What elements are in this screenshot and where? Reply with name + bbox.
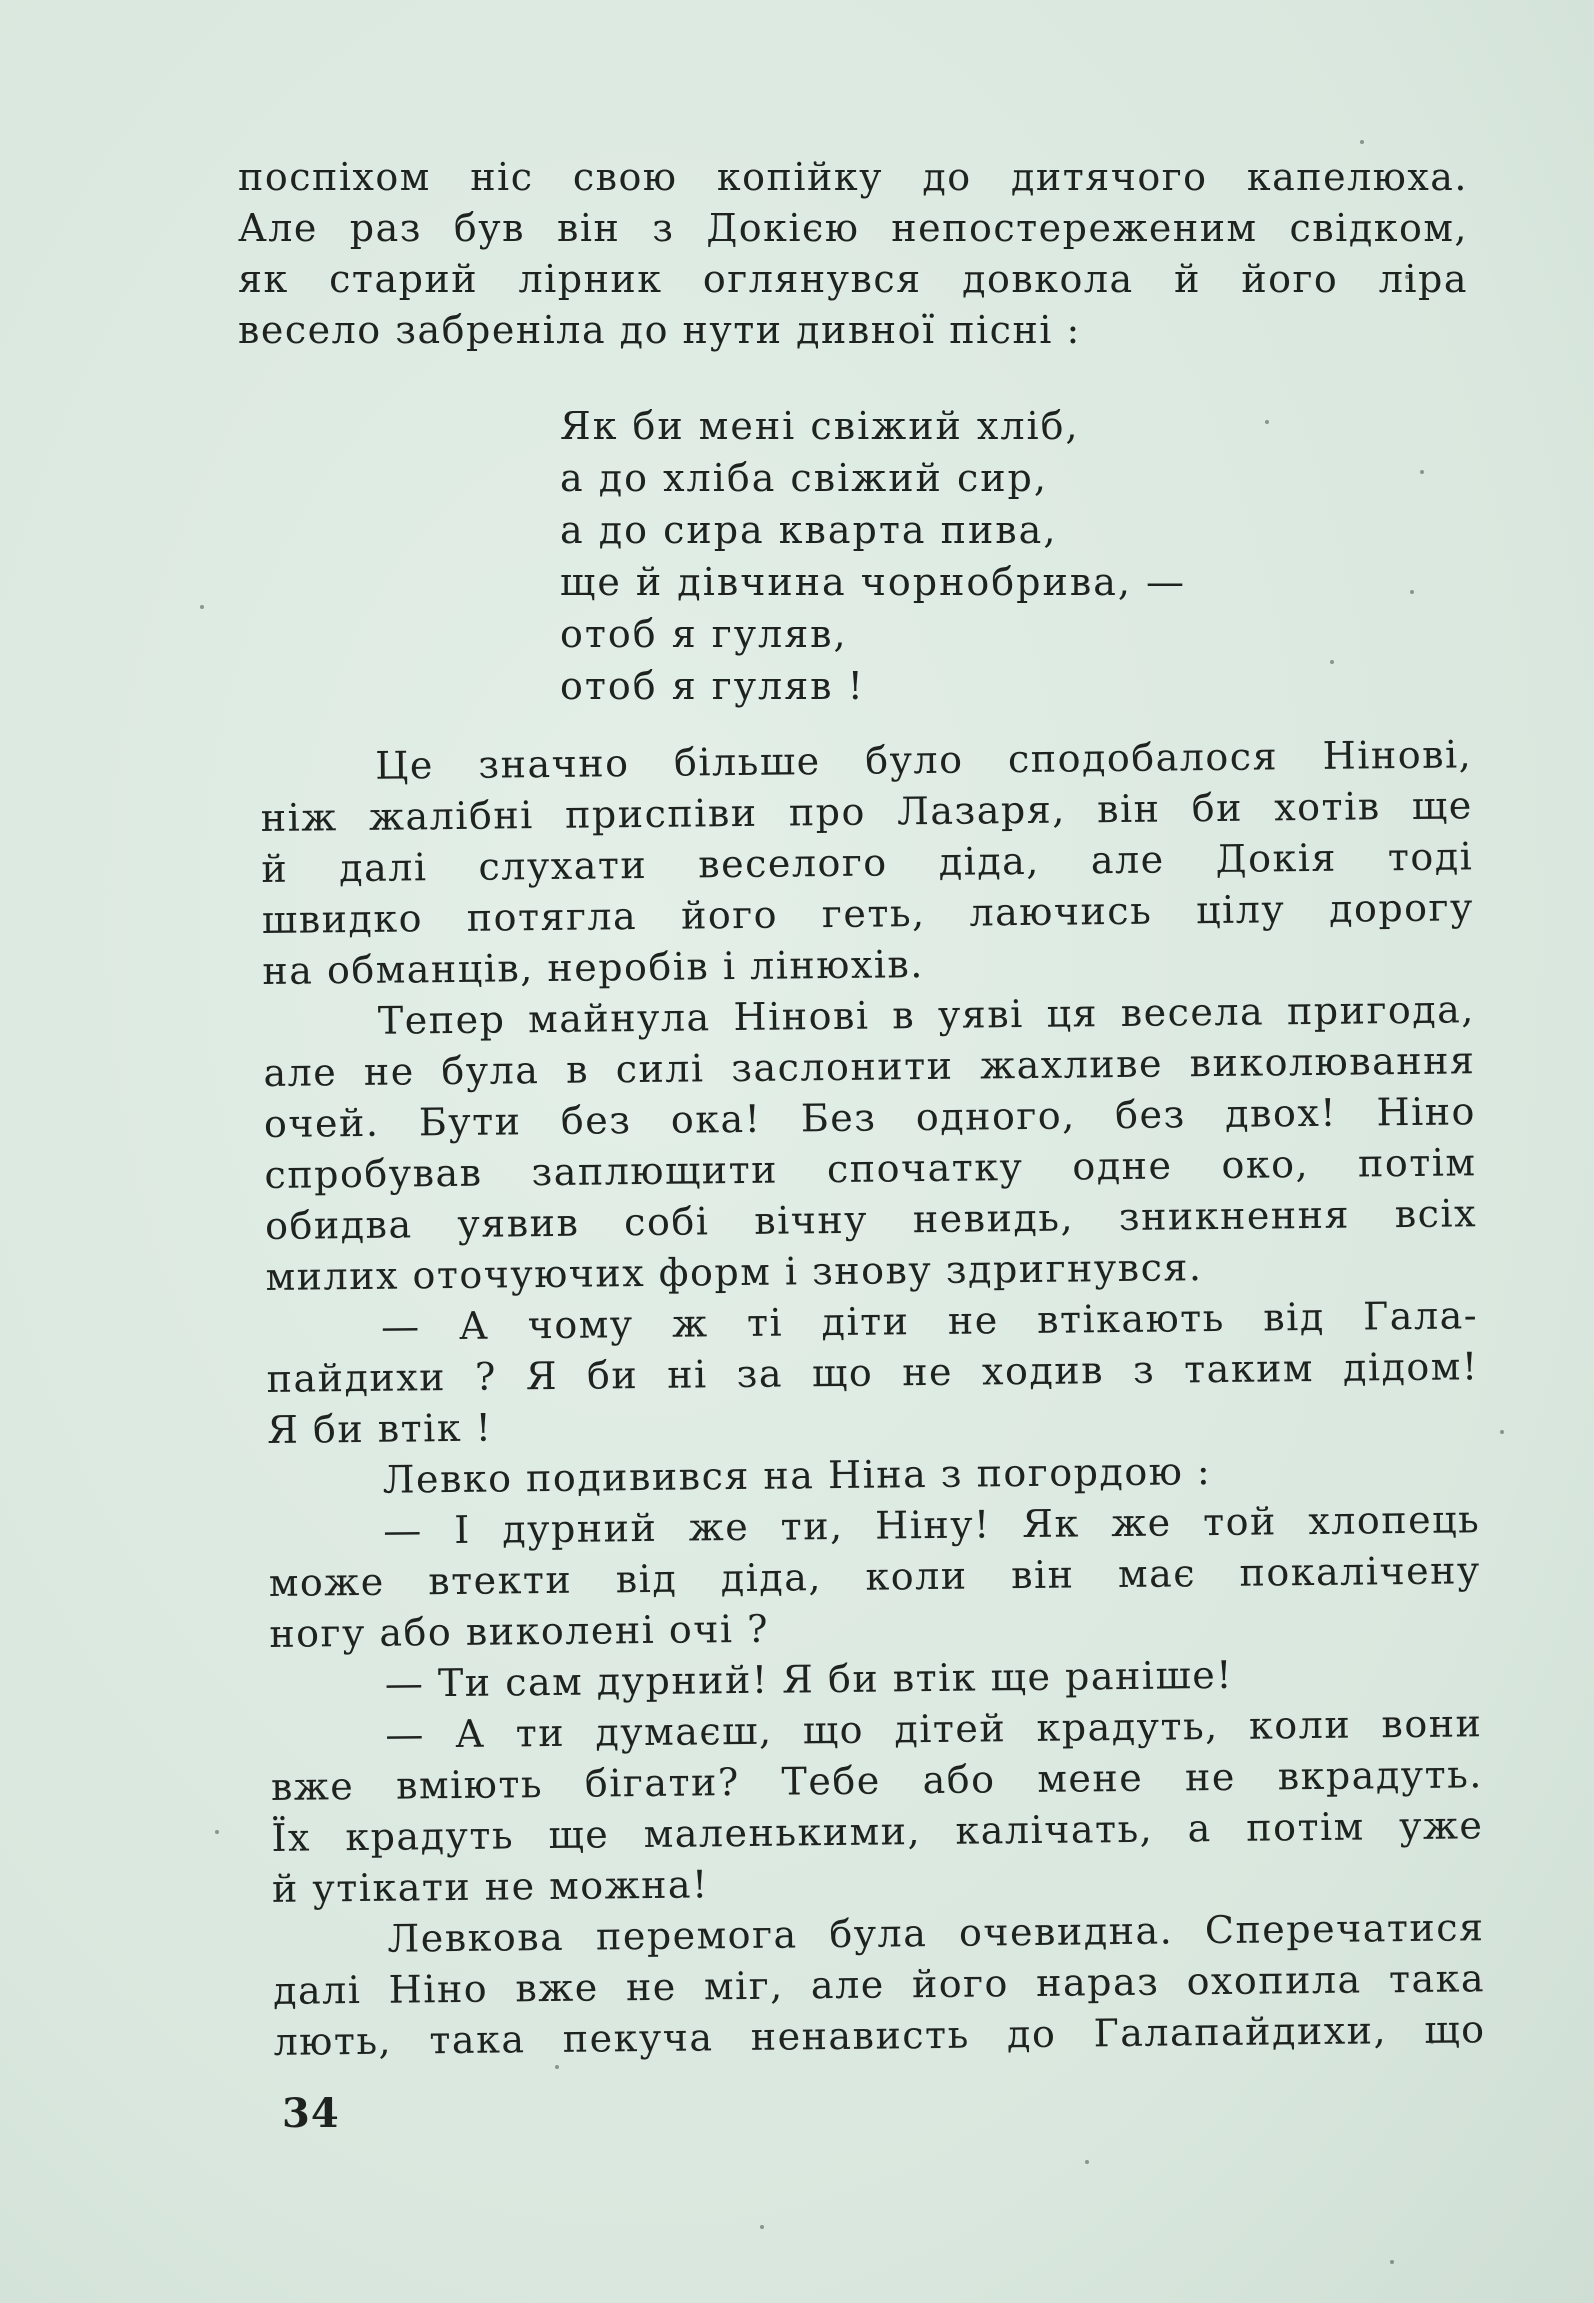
text-line: вже вміють бігати? Тебе або мене не вкрадуть. [270,1752,1484,1809]
poem-line: а до сира кварта пива, [560,508,1058,552]
paper-speck [555,2065,559,2069]
text-line: Але раз був він з Докією непостереженим свідком, [238,206,1468,250]
text-line: — І дурний же ти, Ніну! Як же той хлопець [383,1497,1481,1553]
text-line: Їх крадуть ще маленькими, калічать, а потім уже [271,1803,1484,1860]
paper-speck [215,1830,219,1834]
paper-speck [1420,470,1424,474]
paper-speck [1500,1430,1504,1434]
paper-speck [1085,2160,1089,2164]
text-line: але не була в силі заслонити жахливе виколювання [263,1038,1476,1095]
text-line: Це значно більше було сподобалося Нінові, [375,732,1473,788]
paper-speck [1410,590,1414,594]
paper-speck [200,605,204,609]
text-line: обидва уявив собі вічну невидь, зникнення всіх [264,1191,1478,1248]
poem-verse [560,400,1186,712]
text-line: Левко подивився на Ніна з погордою : [382,1449,1212,1502]
text-line: може втекти від діда, коли він має покалічену [268,1548,1481,1605]
paper-speck [1360,140,1364,144]
poem-line: а до хліба свіжий сир, [560,456,1048,500]
poem-line: отоб я гуляв, [560,612,848,656]
paper-speck [1330,660,1334,664]
text-line: милих оточуючих форм і знову здригнувся. [265,1245,1203,1299]
text-line: далі Ніно вже не міг, але його нараз охопила така [272,1956,1486,2013]
page-number: 34 [282,2090,340,2137]
text-line: лють, така пекуча ненависть до Галапайдихи, що [273,2007,1486,2064]
text-line: Левкова перемога була очевидна. Сперечатися [387,1905,1485,1961]
text-line: Я би втік ! [266,1405,493,1452]
poem-line: Як би мені свіжий хліб, [560,404,1080,448]
text-line: весело забреніла до нути дивної пісні : [238,308,1081,352]
opening-paragraph [238,152,1468,356]
text-line: пайдихи ? Я би ні за що не ходив з таким дідом! [266,1344,1479,1401]
text-line: — А ти думаєш, що дітей крадуть, коли вони [385,1701,1483,1757]
main-text [260,729,1486,2068]
text-line: на обманців, неробів і лінюхів. [262,942,925,993]
text-line: й далі слухати веселого діда, але Докія тоді [261,834,1474,891]
poem-line: отоб я гуляв ! [560,664,865,708]
text-line: ногу або виколені очі ? [269,1606,770,1656]
text-line: ніж жалібні приспіви про Лазаря, він би хотів ще [260,783,1473,840]
text-line: Тепер майнула Нінові в уяві ця весела пригода, [377,987,1476,1043]
paper-speck [1265,420,1269,424]
text-line: й утікати не можна! [271,1862,710,1911]
paper-speck [760,2225,764,2229]
text-line: швидко потягла його геть, лаючись цілу дорогу [261,885,1475,942]
paper-speck [1390,2260,1394,2264]
text-line: очей. Бути без ока! Без одного, без двох! Ніно [263,1089,1477,1146]
poem-line: ще й дівчина чорнобрива, — [560,560,1187,604]
text-line: — А чому ж ті діти не втікають від Гала- [380,1293,1479,1349]
text-line: поспіхом ніс свою копійку до дитячого капелюха. [238,155,1468,199]
text-line: спробував заплющити спочатку одне око, потім [264,1140,1477,1197]
text-line: як старий лірник оглянувся довкола й його ліра [238,257,1468,301]
text-line: — Ти сам дурний! Я би втік ще раніше! [384,1652,1234,1706]
